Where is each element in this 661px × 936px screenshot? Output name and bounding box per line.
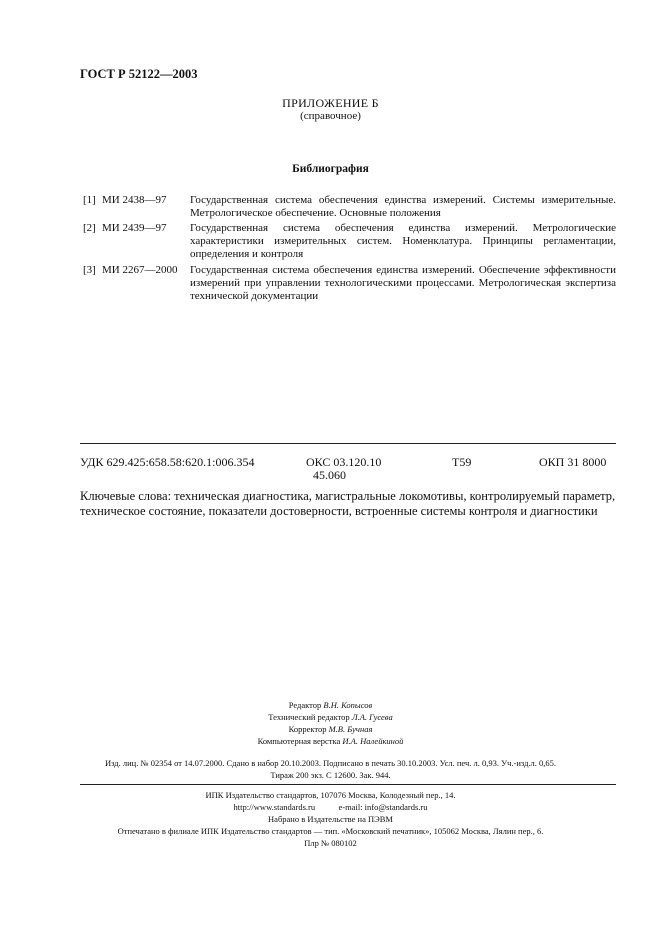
ref-code: МИ 2439—97: [102, 222, 167, 234]
t-code: Т59: [452, 455, 472, 469]
email-link[interactable]: e-mail: info@standards.ru: [338, 802, 428, 812]
license-line: Изд. лиц. № 02354 от 14.07.2000. Сдано в набор 20.10.2003. Подписано в печать 30.10.2003. Усл. печ. л. 0,93. Уч.-изд.л. 0,65.: [104, 758, 557, 768]
ref-code: МИ 2438—97: [102, 194, 167, 206]
corrector-name: М.В. Бучная: [328, 724, 373, 734]
ref-code: МИ 2267—2000: [102, 264, 178, 276]
ref-text: Государственная система обеспечения единства измерений. Метрологические характеристики измерительных систем. Номенклатура. Принципы регламентации, определения и контроля: [190, 222, 616, 260]
publisher-line: ИПК Издательство стандартов, 107076 Москва, Колодезный пер., 14.: [205, 790, 456, 800]
okp-code: ОКП 31 8000: [539, 455, 607, 469]
tech-editor-name: Л.А. Гусева: [351, 712, 393, 722]
typeset-line: Набрано в Издательстве на ПЭВМ: [268, 814, 393, 824]
appendix-subtitle: (справочное): [300, 110, 361, 122]
editor-name: В.Н. Копысов: [323, 700, 373, 710]
oks-code-secondary: 45.060: [313, 468, 346, 482]
oks-code: ОКС 03.120.10: [306, 455, 382, 469]
udk-code: УДК 629.425:658.58:620.1:006.354: [80, 455, 255, 469]
tech-editor-label: Технический редактор: [268, 712, 350, 722]
imprint-divider: [80, 784, 616, 785]
corrector-line: [0, 723, 661, 735]
ref-text: Государственная система обеспечения единства измерений. Обеспечение эффективности измерений при управлении технологическими процессами. Метрологическая экспертиза технической документации: [190, 264, 616, 302]
layout-label: Компьютерная верстка: [257, 736, 341, 746]
editor-line: [0, 699, 661, 711]
keywords: Ключевые слова: техническая диагностика, магистральные локомотивы, контролируемый параметр, техническое состояние, показатели достоверности, встроенные системы контроля и диагностики: [80, 489, 616, 518]
printed-line: Отпечатано в филиале ИПК Издательство стандартов — тип. «Московский печатник», 105062 Москва, Лялин пер., 6.: [117, 826, 544, 836]
website-link[interactable]: http://www.standards.ru: [233, 802, 316, 812]
contacts-line: [0, 801, 661, 813]
editor-label: Редактор: [288, 700, 322, 710]
corrector-label: Корректор: [288, 724, 327, 734]
plr-line: Плр № 080102: [304, 838, 357, 848]
document-id: ГОСТ Р 52122—2003: [80, 67, 198, 81]
layout-name: И.А. Налейкиной: [342, 736, 404, 746]
print-run-line: Тираж 200 экз. С 12600. Зак. 944.: [270, 770, 391, 780]
layout-line: [0, 735, 661, 747]
ref-text: Государственная система обеспечения единства измерений. Системы измерительные. Метрологическое обеспечение. Основные положения: [190, 194, 616, 219]
section-divider: [80, 443, 616, 444]
ref-number: [2]: [83, 222, 96, 234]
appendix-title: ПРИЛОЖЕНИЕ Б: [282, 96, 379, 110]
ref-number: [1]: [83, 194, 96, 206]
ref-number: [3]: [83, 264, 96, 276]
tech-editor-line: [0, 711, 661, 723]
bibliography-title: Библиография: [292, 163, 369, 175]
